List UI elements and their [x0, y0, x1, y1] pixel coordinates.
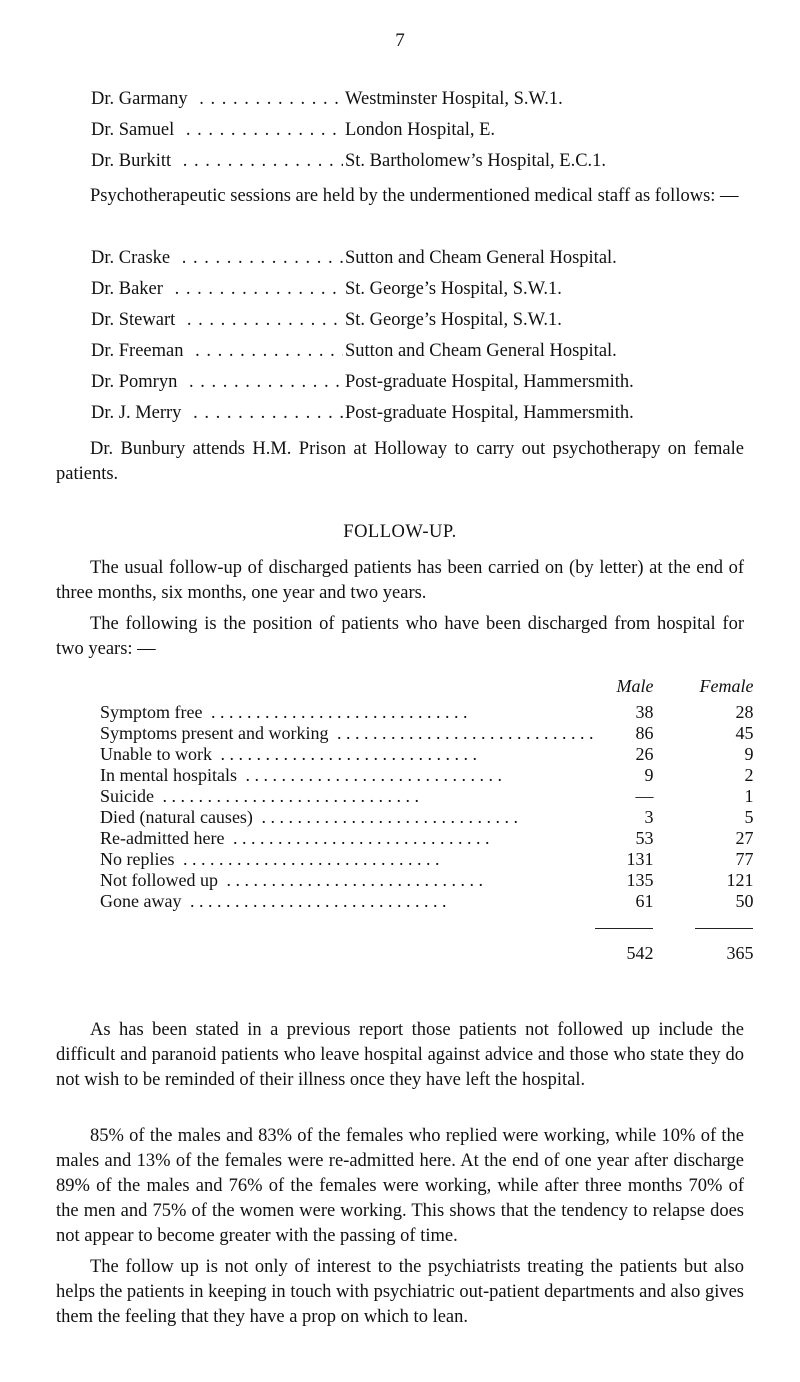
doctors-list-2 [91, 246, 771, 432]
male-value: 131 [626, 849, 654, 869]
percentages-paragraph: 85% of the males and 83% of the females who replied were working, while 10% of the males and 13% of the females were re-admitted here. At the end of one year after discharge 89% of the males and 76% of the females were working, while after three months 70% of the men and 75% of the women were working. This shows that the tendency to relapse does not appear to become greater with the passing of time. [56, 1126, 744, 1246]
total-rule-female [695, 928, 753, 929]
row-label: Suicide [100, 786, 158, 806]
male-value: 38 [635, 702, 654, 722]
page-number: 7 [395, 30, 405, 51]
total-female: 365 [726, 943, 754, 963]
table-row [100, 702, 753, 723]
doctor-hospital: St. Bartholomew’s Hospital, E.C.1. [345, 151, 607, 171]
female-value: 2 [744, 765, 754, 785]
doctor-hospital: St. George’s Hospital, S.W.1. [345, 279, 562, 299]
female-value: 50 [735, 891, 754, 911]
doctor-row [91, 87, 771, 118]
doctor-name: Dr. Baker [91, 279, 169, 299]
psychotherapy-intro: Psychotherapeutic sessions are held by the undermentioned medical staff as follows: — [90, 186, 739, 206]
female-value: 27 [735, 828, 754, 848]
row-label: No replies [100, 849, 178, 869]
doctor-name: Dr. Freeman [91, 341, 189, 361]
table-row [100, 807, 753, 828]
doctor-name: Dr. Pomryn [91, 372, 183, 392]
table-row [100, 828, 753, 849]
total-male: 542 [626, 943, 654, 963]
doctor-hospital: Westminster Hospital, S.W.1. [345, 89, 563, 109]
doctor-name: Dr. Craske [91, 248, 176, 268]
doctor-hospital: Post-graduate Hospital, Hammersmith. [345, 403, 634, 423]
row-label: Died (natural causes) [100, 807, 257, 827]
row-label: In mental hospitals [100, 765, 241, 785]
female-value: 45 [735, 723, 754, 743]
row-label: Symptoms present and working [100, 723, 332, 743]
doctor-row [91, 149, 771, 180]
table-row [100, 744, 753, 765]
table-row [100, 870, 753, 891]
doctor-hospital: St. George’s Hospital, S.W.1. [345, 310, 562, 330]
row-label: Not followed up [100, 870, 222, 890]
female-value: 121 [726, 870, 754, 890]
doctor-hospital: Post-graduate Hospital, Hammersmith. [345, 372, 634, 392]
doctor-row [91, 370, 771, 401]
male-value: 135 [626, 870, 654, 890]
male-value: 86 [635, 723, 654, 743]
female-value: 1 [744, 786, 754, 806]
followup-paragraph-1: The usual follow-up of discharged patients has been carried on (by letter) at the end of three months, six months, one year and two years. [56, 558, 744, 603]
male-value: 9 [644, 765, 654, 785]
row-label: Re-admitted here [100, 828, 228, 848]
female-value: 5 [744, 807, 754, 827]
row-label: Gone away [100, 891, 185, 911]
male-value: 61 [635, 891, 654, 911]
table-row [100, 723, 753, 744]
doctor-row [91, 277, 771, 308]
table-total-row [100, 934, 753, 964]
doctor-name: Dr. Burkitt [91, 151, 177, 171]
doctor-row [91, 118, 771, 149]
total-rule-male [595, 928, 653, 929]
table-rule-row [100, 912, 753, 934]
male-value: 53 [635, 828, 654, 848]
doctor-row [91, 401, 771, 432]
female-value: 9 [744, 744, 754, 764]
female-value: 77 [735, 849, 754, 869]
bunbury-paragraph: Dr. Bunbury attends H.M. Prison at Holloway to carry out psychotherapy on female patients. [56, 439, 744, 484]
table-row [100, 765, 753, 786]
doctor-name: Dr. Samuel [91, 120, 180, 140]
table-row [100, 891, 753, 912]
doctor-hospital: London Hospital, E. [345, 120, 496, 140]
table-header-row [100, 676, 753, 702]
not-followed-paragraph: As has been stated in a previous report those patients not followed up include the difficult and paranoid patients who leave hospital against advice and those who state they do not wish to be reminded of their illness once they have left the hospital. [56, 1020, 744, 1090]
doctors-list-1 [91, 87, 771, 180]
doctor-row [91, 308, 771, 339]
female-value: 28 [735, 702, 754, 722]
followup-heading: FOLLOW-UP. [343, 522, 457, 542]
interest-paragraph: The follow up is not only of interest to the psychiatrists treating the patients but also helps the patients in keeping in touch with psychiatric out-patient departments and also gives them the feeling that they have a prop on which to lean. [56, 1257, 744, 1327]
column-header-female: Female [699, 676, 754, 696]
row-label: Unable to work [100, 744, 216, 764]
doctor-row [91, 246, 771, 277]
male-value: — [635, 786, 654, 806]
male-value: 3 [644, 807, 654, 827]
doctor-name: Dr. J. Merry [91, 403, 187, 423]
column-header-male: Male [616, 676, 654, 696]
table-row [100, 849, 753, 870]
doctor-row [91, 339, 771, 370]
doctor-hospital: Sutton and Cheam General Hospital. [345, 341, 617, 361]
doctor-hospital: Sutton and Cheam General Hospital. [345, 248, 617, 268]
followup-table [100, 676, 753, 964]
doctor-name: Dr. Garmany [91, 89, 194, 109]
row-label: Symptom free [100, 702, 206, 722]
table-row [100, 786, 753, 807]
doctor-name: Dr. Stewart [91, 310, 181, 330]
followup-paragraph-2: The following is the position of patients who have been discharged from hospital for two years: — [56, 614, 744, 659]
male-value: 26 [635, 744, 654, 764]
